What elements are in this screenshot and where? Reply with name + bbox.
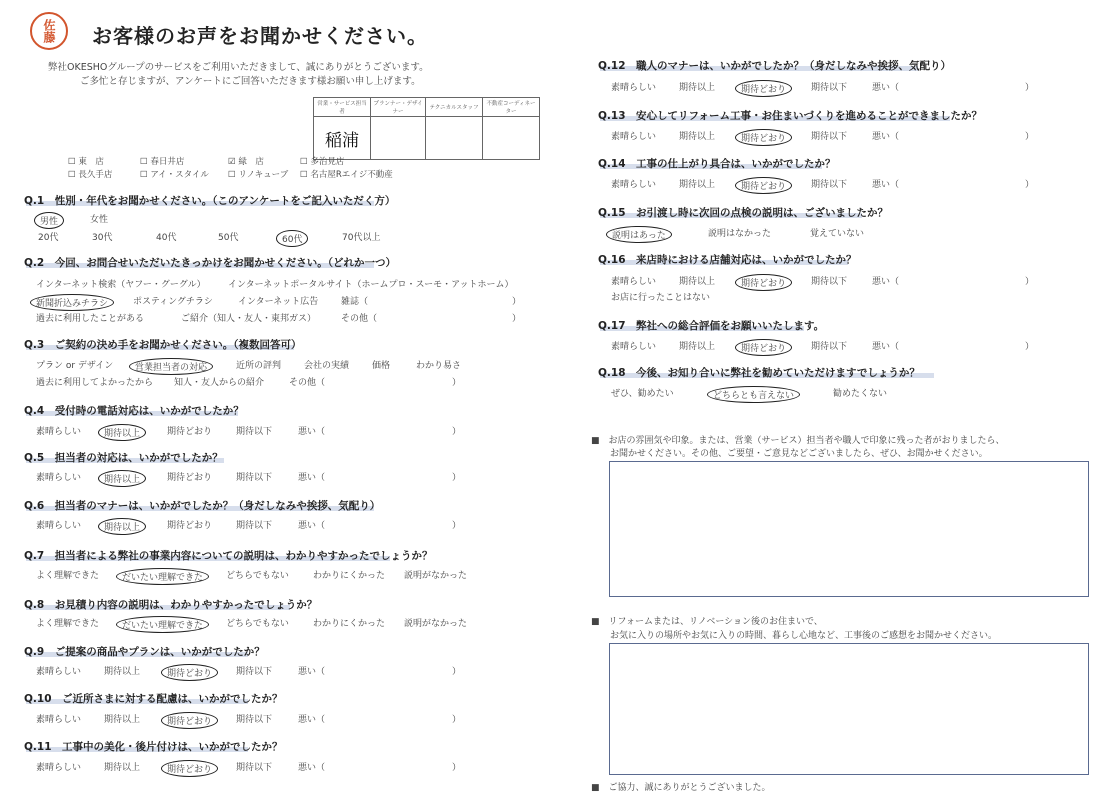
q17-bad[interactable]: 悪い（ bbox=[872, 342, 900, 352]
q5-bad[interactable]: 悪い（ bbox=[298, 473, 326, 483]
store-nagakute[interactable]: ☐ 長久手店 bbox=[68, 170, 113, 180]
store-istyle[interactable]: ☐ アイ・スタイル bbox=[140, 170, 209, 180]
staff-header-sales: 営業・サービス担当者 bbox=[314, 98, 371, 117]
free1-prompt-line2: お聞かせください。その他、ご要望・ご意見などございましたら、ぜひ、お聞かせください。 bbox=[610, 449, 988, 459]
q7-no-explanation[interactable]: 説明がなかった bbox=[404, 571, 468, 581]
q4-excellent[interactable]: 素晴らしい bbox=[36, 427, 82, 437]
q2-portal-site[interactable]: インターネットポータルサイト（ホームプロ・スーモ・アットホーム） bbox=[228, 280, 514, 290]
q1-age-70[interactable]: 70代以上 bbox=[342, 233, 381, 243]
staff-cell-realestate[interactable] bbox=[483, 117, 540, 160]
q10-bad[interactable]: 悪い（ bbox=[298, 715, 326, 725]
q2-posting-flyer[interactable]: ポスティングチラシ bbox=[133, 297, 213, 307]
q15-dont-remember[interactable]: 覚えていない bbox=[810, 229, 865, 239]
store-tajimi[interactable]: ☐ 多治見店 bbox=[300, 157, 345, 167]
q13-as-expected[interactable]: 期待どおり bbox=[735, 129, 792, 146]
q14-bad[interactable]: 悪い（ bbox=[872, 180, 900, 190]
q14-above[interactable]: 期待以上 bbox=[679, 180, 716, 190]
q6-excellent[interactable]: 素晴らしい bbox=[36, 521, 82, 531]
q18-neutral[interactable]: どちらとも言えない bbox=[707, 386, 800, 403]
q11-bad-close: ） bbox=[452, 763, 462, 773]
q10-as-expected[interactable]: 期待どおり bbox=[161, 712, 218, 729]
q2-other-close: ） bbox=[512, 314, 522, 324]
q2-magazine[interactable]: 雑誌（ bbox=[341, 297, 369, 307]
q2-magazine-close: ） bbox=[512, 297, 522, 307]
q6-above[interactable]: 期待以上 bbox=[98, 518, 146, 535]
q5-bad-close: ） bbox=[452, 473, 462, 483]
q18-title: Q.18 今後、お知り合いに弊社を勧めていただけますでしょうか？ bbox=[598, 367, 920, 379]
free1-textarea[interactable] bbox=[609, 461, 1089, 597]
q4-bad[interactable]: 悪い（ bbox=[298, 427, 326, 437]
q2-used-before[interactable]: 過去に利用したことがある bbox=[36, 314, 145, 324]
q9-bad-close: ） bbox=[452, 667, 462, 677]
q16-below[interactable]: 期待以下 bbox=[811, 277, 848, 287]
q14-bad-close: ） bbox=[1025, 180, 1035, 190]
q18-not-recommend[interactable]: 勧めたくない bbox=[833, 389, 888, 399]
q10-below[interactable]: 期待以下 bbox=[236, 715, 273, 725]
q12-bad-close: ） bbox=[1025, 83, 1035, 93]
q3-other[interactable]: その他（ bbox=[289, 378, 326, 388]
store-higashi[interactable]: ☐ 東 店 bbox=[68, 157, 104, 167]
staff-header-planner: プランナー・デザイナー bbox=[371, 98, 426, 117]
q13-excellent[interactable]: 素晴らしい bbox=[611, 132, 657, 142]
q11-bad[interactable]: 悪い（ bbox=[298, 763, 326, 773]
q3-used-before[interactable]: 過去に利用してよかったから bbox=[36, 378, 154, 388]
q17-title: Q.17 弊社への総合評価をお願いいたします。 bbox=[598, 320, 825, 332]
staff-table bbox=[313, 97, 540, 160]
q5-below[interactable]: 期待以下 bbox=[236, 473, 273, 483]
q8-title: Q.8 お見積り内容の説明は、わかりやすかったでしょうか？ bbox=[24, 599, 318, 611]
q16-bad[interactable]: 悪い（ bbox=[872, 277, 900, 287]
q2-internet-ad[interactable]: インターネット広告 bbox=[238, 297, 319, 307]
store-kasugai[interactable]: ☐ 春日井店 bbox=[140, 157, 185, 167]
q4-bad-close: ） bbox=[452, 427, 462, 437]
q14-title: Q.14 工事の仕上がり具合は、いかがでしたか？ bbox=[598, 158, 836, 170]
q4-below[interactable]: 期待以下 bbox=[236, 427, 273, 437]
q16-title: Q.16 来店時における店舗対応は、いかがでしたか？ bbox=[598, 254, 857, 266]
store-renocube[interactable]: ☐ リノキューブ bbox=[228, 170, 289, 180]
stamp: 佐藤 bbox=[30, 12, 68, 50]
q11-title: Q.11 工事中の美化・後片付けは、いかがでしたか？ bbox=[24, 741, 283, 753]
q15-not-explained[interactable]: 説明はなかった bbox=[708, 229, 772, 239]
q6-title: Q.6 担当者のマナーは、いかがでしたか？（身だしなみや挨拶、気配り） bbox=[24, 500, 381, 512]
free1-prompt-line1: ■ お店の雰囲気や印象。または、営業（サービス）担当者や職人で印象に残った者がおりましたら、 bbox=[591, 436, 1005, 446]
q3-plan-design[interactable]: プラン or デザイン bbox=[36, 361, 114, 371]
q12-as-expected[interactable]: 期待どおり bbox=[735, 80, 792, 97]
staff-cell-planner[interactable] bbox=[371, 117, 426, 160]
q9-below[interactable]: 期待以下 bbox=[236, 667, 273, 677]
q4-as-expected[interactable]: 期待どおり bbox=[167, 427, 213, 437]
q16-bad-close: ） bbox=[1025, 277, 1035, 287]
intro-line-1: 弊社OKESHOグループのサービスをご利用いただきまして、誠にありがとうございます。 bbox=[48, 62, 429, 73]
q7-title: Q.7 担当者による弊社の事業内容についての説明は、わかりやすかったでしょうか？ bbox=[24, 550, 433, 562]
q9-excellent[interactable]: 素晴らしい bbox=[36, 667, 82, 677]
q13-bad-close: ） bbox=[1025, 132, 1035, 142]
q14-excellent[interactable]: 素晴らしい bbox=[611, 180, 657, 190]
q3-sales-staff[interactable]: 営業担当者の対応 bbox=[129, 358, 213, 375]
footer-thanks: ■ ご協力、誠にありがとうございました。 bbox=[591, 783, 771, 793]
q1-title: Q.1 性別・年代をお聞かせください。（このアンケートをご記入いただく方） bbox=[24, 195, 396, 207]
q1-age-40[interactable]: 40代 bbox=[156, 233, 177, 243]
q14-below[interactable]: 期待以下 bbox=[811, 180, 848, 190]
q5-above[interactable]: 期待以上 bbox=[98, 470, 146, 487]
q17-below[interactable]: 期待以下 bbox=[811, 342, 848, 352]
q16-never-visited[interactable]: お店に行ったことはない bbox=[611, 293, 711, 303]
q8-mostly-understood[interactable]: だいたい理解できた bbox=[116, 616, 209, 633]
q12-below[interactable]: 期待以下 bbox=[811, 83, 848, 93]
q5-as-expected[interactable]: 期待どおり bbox=[167, 473, 213, 483]
q10-title: Q.10 ご近所さまに対する配慮は、いかがでしたか？ bbox=[24, 693, 283, 705]
q4-above[interactable]: 期待以上 bbox=[98, 424, 146, 441]
q14-as-expected[interactable]: 期待どおり bbox=[735, 177, 792, 194]
intro-line-2: ご多忙と存じますが、アンケートにご回答いただきます様お願い申し上げます。 bbox=[80, 76, 421, 87]
staff-cell-sales[interactable] bbox=[314, 117, 371, 160]
q17-excellent[interactable]: 素晴らしい bbox=[611, 342, 657, 352]
q2-referral[interactable]: ご紹介（知人・友人・東邦ガス） bbox=[181, 314, 317, 324]
free2-prompt-line1: ■ リフォームまたは、リノベーション後のお住まいで、 bbox=[591, 617, 823, 627]
q2-internet-search[interactable]: インターネット検索（ヤフー・グーグル） bbox=[36, 280, 206, 290]
q6-below[interactable]: 期待以下 bbox=[236, 521, 273, 531]
q9-title: Q.9 ご提案の商品やプランは、いかがでしたか？ bbox=[24, 646, 265, 658]
q11-below[interactable]: 期待以下 bbox=[236, 763, 273, 773]
free2-prompt-line2: お気に入りの場所やお気に入りの時間、暮らし心地など、工事後のご感想をお聞かせください。 bbox=[610, 631, 998, 641]
staff-header-technical: テクニカルスタッフ bbox=[426, 98, 483, 117]
store-midori[interactable]: ☑ 緑 店 bbox=[228, 157, 264, 167]
q17-bad-close: ） bbox=[1025, 342, 1035, 352]
q1-age-60[interactable]: 60代 bbox=[276, 230, 308, 247]
q1-age-50[interactable]: 50代 bbox=[218, 233, 239, 243]
q7-hard[interactable]: わかりにくかった bbox=[313, 571, 386, 581]
q13-bad[interactable]: 悪い（ bbox=[872, 132, 900, 142]
q7-understood-well[interactable]: よく理解できた bbox=[36, 571, 100, 581]
q2-newspaper-flyer[interactable]: 新聞折込みチラシ bbox=[30, 294, 114, 311]
q3-title: Q.3 ご契約の決め手をお聞かせください。（複数回答可） bbox=[24, 339, 302, 351]
q11-as-expected[interactable]: 期待どおり bbox=[161, 760, 218, 777]
q1-male[interactable]: 男性 bbox=[34, 212, 64, 229]
staff-cell-technical[interactable] bbox=[426, 117, 483, 160]
q10-bad-close: ） bbox=[452, 715, 462, 725]
q1-age-20[interactable]: 20代 bbox=[38, 233, 59, 243]
q1-age-30[interactable]: 30代 bbox=[92, 233, 113, 243]
q18-recommend[interactable]: ぜひ、勧めたい bbox=[611, 389, 674, 399]
q10-excellent[interactable]: 素晴らしい bbox=[36, 715, 82, 725]
q12-bad[interactable]: 悪い（ bbox=[872, 83, 900, 93]
q5-excellent[interactable]: 素晴らしい bbox=[36, 473, 82, 483]
q15-explained[interactable]: 説明はあった bbox=[606, 226, 672, 243]
q9-above[interactable]: 期待以上 bbox=[104, 667, 141, 677]
q13-above[interactable]: 期待以上 bbox=[679, 132, 716, 142]
q3-neighborhood[interactable]: 近所の評判 bbox=[236, 361, 282, 371]
q10-above[interactable]: 期待以上 bbox=[104, 715, 141, 725]
q7-mostly-understood[interactable]: だいたい理解できた bbox=[116, 568, 209, 585]
q13-title: Q.13 安心してリフォーム工事・お住まいづくりを進めることができましたか？ bbox=[598, 110, 983, 122]
q3-clarity[interactable]: わかり易さ bbox=[416, 361, 462, 371]
q11-excellent[interactable]: 素晴らしい bbox=[36, 763, 82, 773]
page-title: お客様のお声をお聞かせください。 bbox=[92, 24, 428, 48]
q6-bad-close: ） bbox=[452, 521, 462, 531]
q6-as-expected[interactable]: 期待どおり bbox=[167, 521, 213, 531]
q16-as-expected[interactable]: 期待どおり bbox=[735, 274, 792, 291]
q8-neither[interactable]: どちらでもない bbox=[226, 619, 289, 629]
q6-bad[interactable]: 悪い（ bbox=[298, 521, 326, 531]
q11-above[interactable]: 期待以上 bbox=[104, 763, 141, 773]
q16-excellent[interactable]: 素晴らしい bbox=[611, 277, 657, 287]
q8-no-explanation[interactable]: 説明がなかった bbox=[404, 619, 468, 629]
q2-title: Q.2 今回、お問合せいただいたきっかけをお聞かせください。（どれか一つ） bbox=[24, 257, 396, 269]
q9-as-expected[interactable]: 期待どおり bbox=[161, 664, 218, 681]
q15-title: Q.15 お引渡し時に次回の点検の説明は、ございましたか？ bbox=[598, 207, 889, 219]
q9-bad[interactable]: 悪い（ bbox=[298, 667, 326, 677]
q2-other[interactable]: その他（ bbox=[341, 314, 378, 324]
q7-neither[interactable]: どちらでもない bbox=[226, 571, 289, 581]
q17-above[interactable]: 期待以上 bbox=[679, 342, 716, 352]
q3-other-close: ） bbox=[452, 378, 462, 388]
q5-title: Q.5 担当者の対応は、いかがでしたか？ bbox=[24, 452, 223, 464]
q8-hard[interactable]: わかりにくかった bbox=[313, 619, 386, 629]
q3-referral[interactable]: 知人・友人からの紹介 bbox=[174, 378, 265, 388]
q1-female[interactable]: 女性 bbox=[90, 215, 109, 225]
q3-price[interactable]: 価格 bbox=[372, 361, 391, 371]
q3-track-record[interactable]: 会社の実績 bbox=[304, 361, 350, 371]
q8-understood-well[interactable]: よく理解できた bbox=[36, 619, 100, 629]
q12-title: Q.12 職人のマナーは、いかがでしたか？（身だしなみや挨拶、気配り） bbox=[598, 60, 952, 72]
store-nagoya-r-age[interactable]: ☐ 名古屋Rエイジ不動産 bbox=[300, 170, 393, 180]
q4-title: Q.4 受付時の電話対応は、いかがでしたか？ bbox=[24, 405, 244, 417]
q17-as-expected[interactable]: 期待どおり bbox=[735, 339, 792, 356]
staff-header-realestate: 不動産コーディネーター bbox=[483, 98, 540, 117]
q16-above[interactable]: 期待以上 bbox=[679, 277, 716, 287]
free2-textarea[interactable] bbox=[609, 643, 1089, 775]
staff-name-handwritten: 稲浦 bbox=[325, 130, 359, 151]
q12-above[interactable]: 期待以上 bbox=[679, 83, 716, 93]
q12-excellent[interactable]: 素晴らしい bbox=[611, 83, 657, 93]
q13-below[interactable]: 期待以下 bbox=[811, 132, 848, 142]
